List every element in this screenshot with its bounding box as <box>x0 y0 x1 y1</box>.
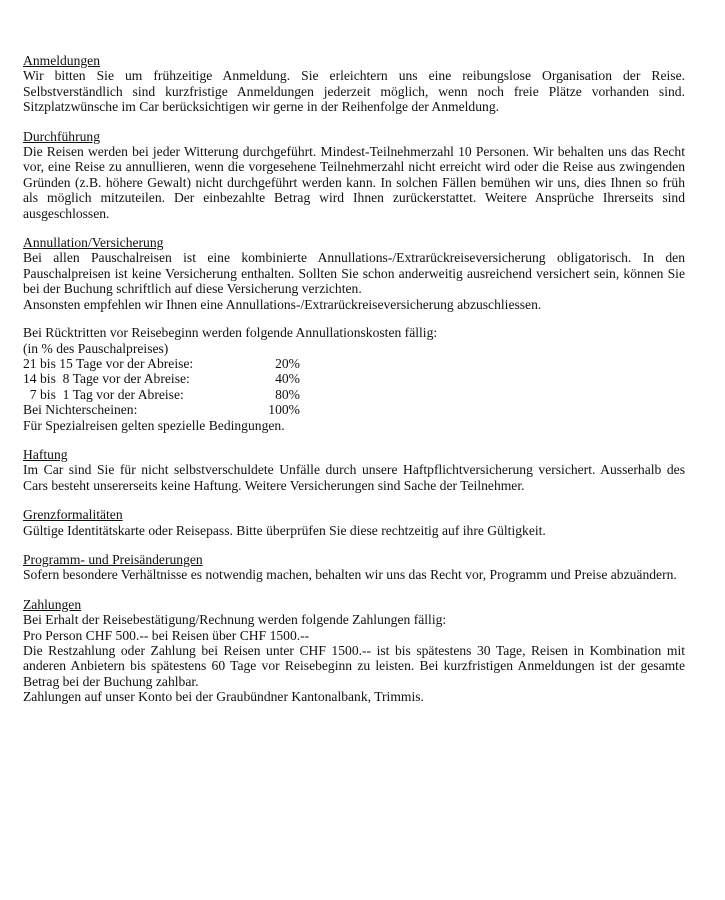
text-programm: Sofern besondere Verhältnisse es notwendig machen, behalten wir uns das Recht vor, Programm und Preise abzuändern. <box>23 567 677 583</box>
fee-value: 80% <box>275 386 300 402</box>
text-zahlungen-line2: Pro Person CHF 500.-- bei Reisen über CHF 1500.-- <box>23 627 310 643</box>
heading-programm: Programm- und Preisänderungen <box>23 551 203 567</box>
fees-note: (in % des Pauschalpreises) <box>23 340 169 356</box>
fee-label: 21 bis 15 Tage vor der Abreise: <box>23 355 194 371</box>
fee-row <box>23 387 685 402</box>
fees-table <box>23 356 685 418</box>
section-durchfuehrung <box>23 129 685 221</box>
fee-row <box>23 356 685 371</box>
text-anmeldungen: Wir bitten Sie um frühzeitige Anmeldung. Sie erleichtern uns eine reibungslose Organisation der Reise. Selbstverständlich sind kurzfristige Anmeldungen jederzeit möglich, wenn noch freie Plätze vorhanden sind. Sitzplatzwünsche im Car berücksichtigen wir gerne in der Reihenfolge der Anmeldung. <box>23 68 685 115</box>
fee-value: 20% <box>275 355 300 371</box>
fee-value: 40% <box>275 371 300 387</box>
text-zahlungen-line1: Bei Erhalt der Reisebestätigung/Rechnung werden folgende Zahlungen fällig: <box>23 612 447 628</box>
section-grenz <box>23 507 685 538</box>
fee-value: 100% <box>268 402 300 418</box>
fee-label: Bei Nichterscheinen: <box>23 402 138 418</box>
fees-intro: Bei Rücktritten vor Reisebeginn werden folgende Annullationskosten fällig: <box>23 325 438 341</box>
fee-row <box>23 402 685 417</box>
heading-haftung: Haftung <box>23 446 68 462</box>
section-zahlungen <box>23 597 685 705</box>
text-annullation: Bei allen Pauschalreisen ist eine kombinierte Annullations-/Extrarückreiseversicherung obligatorisch. In den Pauschalpreisen ist keine Versicherung enthalten. Sollten Sie schon anderweitig ausreichend versichert sein, können Sie bei der Buchung schriftlich auf diese Versicherung verzichten. <box>23 250 685 297</box>
heading-annullation: Annullation/Versicherung <box>23 235 164 251</box>
document-page <box>23 53 685 705</box>
heading-anmeldungen: Anmeldungen <box>23 53 101 68</box>
fee-label: 7 bis 1 Tag vor der Abreise: <box>23 386 184 402</box>
text-zahlungen-line3: Zahlungen auf unser Konto bei der Graubündner Kantonalbank, Trimmis. <box>23 689 424 705</box>
text-annullation-recommend: Ansonsten empfehlen wir Ihnen eine Annullations-/Extrarückreiseversicherung abzuschliessen. <box>23 296 542 312</box>
fee-row <box>23 371 685 386</box>
section-programm <box>23 552 685 583</box>
text-haftung: Im Car sind Sie für nicht selbstverschuldete Unfälle durch unsere Haftpflichtversicherung versichert. Ausserhalb des Cars besteht unsererseits keine Haftung. Weitere Versicherungen sind Sache der Teilnehmer. <box>23 462 685 493</box>
text-grenz: Gültige Identitätskarte oder Reisepass. Bitte überprüfen Sie diese rechtzeitig auf ihre Gültigkeit. <box>23 522 546 538</box>
section-haftung <box>23 447 685 493</box>
heading-durchfuehrung: Durchführung <box>23 128 101 144</box>
text-durchfuehrung: Die Reisen werden bei jeder Witterung durchgeführt. Mindest-Teilnehmerzahl 10 Personen. Wir behalten uns das Recht vor, eine Reise zu annullieren, wenn die vorgesehene Teilnehmerzahl nicht erreicht wird oder die Reise aus zwingenden Gründen (z.B. höhere Gewalt) nicht durchgeführt werden kann. In solchen Fällen bemühen wir uns, dies Ihnen so früh als möglich mitzuteilen. Der einbezahlte Betrag wird Ihnen zurückerstattet. Weitere Ansprüche Ihrerseits sind ausgeschlossen. <box>23 144 685 221</box>
fee-label: 14 bis 8 Tage vor der Abreise: <box>23 371 190 387</box>
text-zahlungen: Die Restzahlung oder Zahlung bei Reisen unter CHF 1500.-- ist bis spätestens 30 Tage, Reisen in Kombination mit anderen Anbietern bis spätestens 60 Tage vor Reisebeginn zu leisten. Bei kurzfristigen Anmeldungen ist der gesamte Betrag bei der Buchung zahlbar. <box>23 643 685 689</box>
section-anmeldungen <box>23 53 685 115</box>
heading-grenz: Grenzformalitäten <box>23 507 123 523</box>
section-annullation <box>23 235 685 433</box>
fees-footer: Für Spezialreisen gelten spezielle Bedingungen. <box>23 417 285 433</box>
heading-zahlungen: Zahlungen <box>23 596 82 612</box>
